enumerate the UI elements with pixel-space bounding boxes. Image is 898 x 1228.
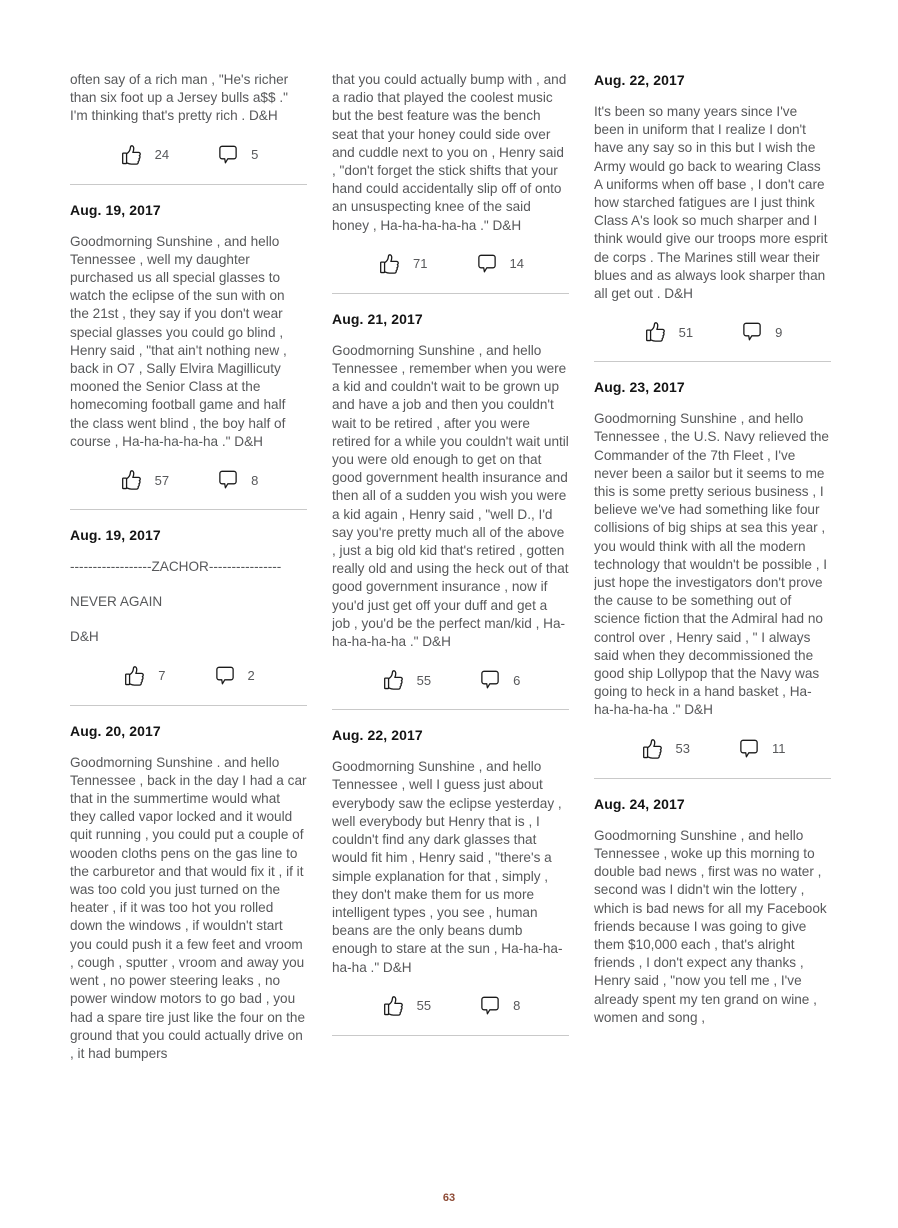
thumbs-up-icon bbox=[640, 736, 666, 762]
post-body bbox=[70, 233, 307, 451]
post-divider bbox=[332, 1035, 569, 1036]
post-paragraph: Goodmorning Sunshine , and hello Tennessee , woke up this morning to double bad news , first was no water , second was I didn't win the lottery , which is bad news for all my Facebook friends because I was going to give them $10,000 each , that's alright friends , I don't expect any thanks , Henry said , "now you tell me , I've already spent my ten grand on wine , women and song , bbox=[594, 827, 827, 1025]
comment-count: 8 bbox=[513, 998, 521, 1014]
post-paragraph: NEVER AGAIN bbox=[70, 594, 163, 610]
like-count: 51 bbox=[678, 324, 694, 340]
like-count-group bbox=[381, 993, 431, 1019]
comment-count: 6 bbox=[513, 672, 521, 688]
post-body bbox=[594, 103, 831, 303]
thumbs-up-icon bbox=[119, 142, 145, 168]
comment-count-group bbox=[736, 736, 786, 762]
like-count-group bbox=[119, 142, 169, 168]
post-body bbox=[70, 754, 307, 1063]
post-divider bbox=[70, 705, 307, 706]
post-body bbox=[332, 342, 569, 651]
like-count: 53 bbox=[675, 741, 690, 757]
comment-count-group bbox=[739, 319, 782, 345]
post-divider bbox=[332, 293, 569, 294]
engagement-row bbox=[70, 140, 307, 170]
post bbox=[594, 72, 831, 362]
comment-bubble-icon bbox=[739, 319, 765, 345]
page-number: 63 bbox=[442, 1192, 456, 1204]
comment-count: 5 bbox=[251, 147, 259, 163]
post-date: Aug. 22, 2017 bbox=[594, 72, 685, 88]
post-paragraph: often say of a rich man , "He's richer than six foot up a Jersey bulls a$$ ." I'm thinking that's pretty rich . D&H bbox=[70, 72, 289, 124]
comment-count: 11 bbox=[771, 741, 786, 757]
comment-count-group bbox=[477, 993, 520, 1019]
post bbox=[332, 727, 569, 1035]
engagement-row bbox=[332, 249, 569, 279]
comment-count-group bbox=[215, 467, 258, 493]
comment-bubble-icon bbox=[477, 993, 503, 1019]
post-body bbox=[594, 827, 831, 1027]
like-count-group bbox=[643, 319, 693, 345]
post-body bbox=[70, 71, 307, 126]
comment-bubble-icon bbox=[212, 663, 238, 689]
post bbox=[70, 527, 307, 706]
post bbox=[70, 202, 307, 510]
thumbs-up-icon bbox=[381, 667, 407, 693]
comment-count-group bbox=[212, 663, 255, 689]
post-body bbox=[594, 410, 831, 719]
like-count: 71 bbox=[413, 256, 428, 272]
post-date: Aug. 24, 2017 bbox=[594, 795, 685, 812]
column-3 bbox=[594, 71, 831, 1165]
post-paragraph: It's been so many years since I've been in uniform that I realize I don't have any say so in this but I wish the Army would go back to wearing Class A uniforms when off base , I don't care how starched fatigues are I just think Class A's look so much sharper and I think would give our troops more esprit de corps . The Marines still wear their blues and as always look sharper than all get out . D&H bbox=[594, 104, 828, 302]
post-paragraph: Goodmorning Sunshine , and hello Tennessee , remember when you were a kid and couldn't wait to be grown up and have a job and then you couldn't wait to be retired , after you were retired for a while you couldn't wait until you were old enough to get on that good government health insurance and then all of a sudden you wish you were a kid again , Henry said , "well D., I'd say you're pretty much all of the above , just a big old kid that's retired , gotten really old and using the heck out of that good government insurance , now if you'd just get off your duff and get a job , you'd be the perfect man/kid , Ha-ha-ha-ha-ha ." D&H bbox=[332, 342, 569, 650]
comment-count: 2 bbox=[247, 668, 255, 684]
post-body bbox=[332, 758, 569, 976]
post-date: Aug. 23, 2017 bbox=[594, 379, 685, 396]
like-count: 24 bbox=[154, 147, 170, 163]
like-count: 7 bbox=[158, 668, 166, 684]
engagement-row bbox=[70, 661, 307, 691]
comment-count-group bbox=[474, 251, 524, 277]
post-paragraph: D&H bbox=[70, 629, 99, 645]
post-paragraph: Goodmorning Sunshine , and hello Tennessee , well I guess just about everybody saw the eclipse yesterday , well everybody but Henry that is , I couldn't find any dark glasses that would fit him , Henry said , "there's a simple explanation for that , simply , they don't make them for us more intelligent types , you see , human beans are the only beans dumb enough to stare at the sun , Ha-ha-ha-ha-ha ." D&H bbox=[332, 759, 563, 975]
comment-count: 8 bbox=[251, 472, 259, 488]
engagement-row bbox=[332, 991, 569, 1021]
comment-bubble-icon bbox=[736, 736, 762, 762]
post-divider bbox=[70, 509, 307, 510]
engagement-row bbox=[70, 465, 307, 495]
comment-count: 14 bbox=[509, 256, 524, 272]
comment-bubble-icon bbox=[215, 142, 241, 168]
post-paragraph: that you could actually bump with , and a radio that played the coolest music but the best feature was the bench seat that your honey could side over and cuddle next to you on , Henry said , "don't forget the stick shifts that your hand could accidentally slip off of onto an unsuspecting knee of the said honey , Ha-ha-ha-ha-ha ." D&H bbox=[332, 72, 567, 233]
post-date: Aug. 19, 2017 bbox=[70, 527, 161, 544]
post-divider bbox=[594, 778, 831, 779]
post bbox=[594, 379, 831, 778]
post-divider bbox=[70, 184, 307, 185]
comment-bubble-icon bbox=[477, 667, 503, 693]
engagement-row bbox=[594, 317, 831, 347]
column-2 bbox=[332, 71, 569, 1165]
thumbs-up-icon bbox=[643, 319, 669, 345]
like-count-group bbox=[122, 663, 165, 689]
column-1 bbox=[70, 71, 307, 1165]
comment-count: 9 bbox=[775, 324, 783, 340]
post bbox=[332, 311, 569, 710]
post-paragraph: ------------------ZACHOR---------------- bbox=[70, 559, 282, 575]
comment-bubble-icon bbox=[474, 251, 500, 277]
post-date: Aug. 19, 2017 bbox=[70, 201, 161, 218]
like-count-group bbox=[377, 251, 427, 277]
post-divider bbox=[594, 361, 831, 362]
post bbox=[70, 71, 307, 185]
thumbs-up-icon bbox=[377, 251, 403, 277]
post-divider bbox=[332, 709, 569, 710]
post-paragraph: Goodmorning Sunshine . and hello Tennessee , back in the day I had a car that in the summertime would what they called vapor locked and it would quit running , you could put a couple of wooden cloths pens on the gas line to the carburetor and that would fix it , if it was too cold you just turned on the heater , if it was too hot you rolled down the windows , if wouldn't start you could push it a few feet and vroom , cough , sputter , vroom and away you went , no power steering leaks , no power window motors to go bad , you had a spare tire just like the four on the ground that you could actually drive on , it had bumpers bbox=[70, 754, 307, 1061]
post-date: Aug. 20, 2017 bbox=[70, 722, 161, 739]
page-columns bbox=[70, 71, 831, 1165]
post bbox=[70, 723, 307, 1063]
thumbs-up-icon bbox=[122, 663, 148, 689]
thumbs-up-icon bbox=[119, 467, 145, 493]
post-date: Aug. 21, 2017 bbox=[332, 310, 423, 327]
thumbs-up-icon bbox=[381, 993, 407, 1019]
like-count: 55 bbox=[416, 998, 432, 1014]
post-body bbox=[332, 71, 569, 235]
engagement-row bbox=[594, 734, 831, 764]
like-count: 57 bbox=[154, 472, 170, 488]
post bbox=[332, 71, 569, 294]
comment-bubble-icon bbox=[215, 467, 241, 493]
post-paragraph: Goodmorning Sunshine , and hello Tennessee , well my daughter purchased us all special glasses to watch the eclipse of the sun with on the 21st , they say if you don't wear special glasses you could go blind , Henry said , "that ain't nothing new , back in O7 , Sally Elvira Magillicuty mooned the Senior Class at the homecoming football game and half the class went blind , the boy half of course , Ha-ha-ha-ha-ha ." D&H bbox=[70, 233, 287, 449]
comment-count-group bbox=[215, 142, 258, 168]
post-paragraph: Goodmorning Sunshine , and hello Tennessee , the U.S. Navy relieved the Commander of the 7th Fleet , I've never been a sailor but it seems to me this is some pretty serious business , I believe we've had something like four collisions of big ships at sea this year , you would think with all the modern technology that wouldn't be possible , I just hope the investigators don't prove the cause to be something out of science fiction that the Admiral had no control over , Henry said , " I always said when they decommissioned the good ship Lollypop that the Navy was going to heck in a hand basket , Ha-ha-ha-ha-ha ." D&H bbox=[594, 411, 829, 718]
like-count-group bbox=[381, 667, 431, 693]
post-date: Aug. 22, 2017 bbox=[332, 727, 423, 744]
comment-count-group bbox=[477, 667, 520, 693]
like-count: 55 bbox=[416, 672, 432, 688]
engagement-row bbox=[332, 665, 569, 695]
post-body bbox=[70, 558, 307, 647]
like-count-group bbox=[640, 736, 690, 762]
like-count-group bbox=[119, 467, 169, 493]
post bbox=[594, 796, 831, 1027]
